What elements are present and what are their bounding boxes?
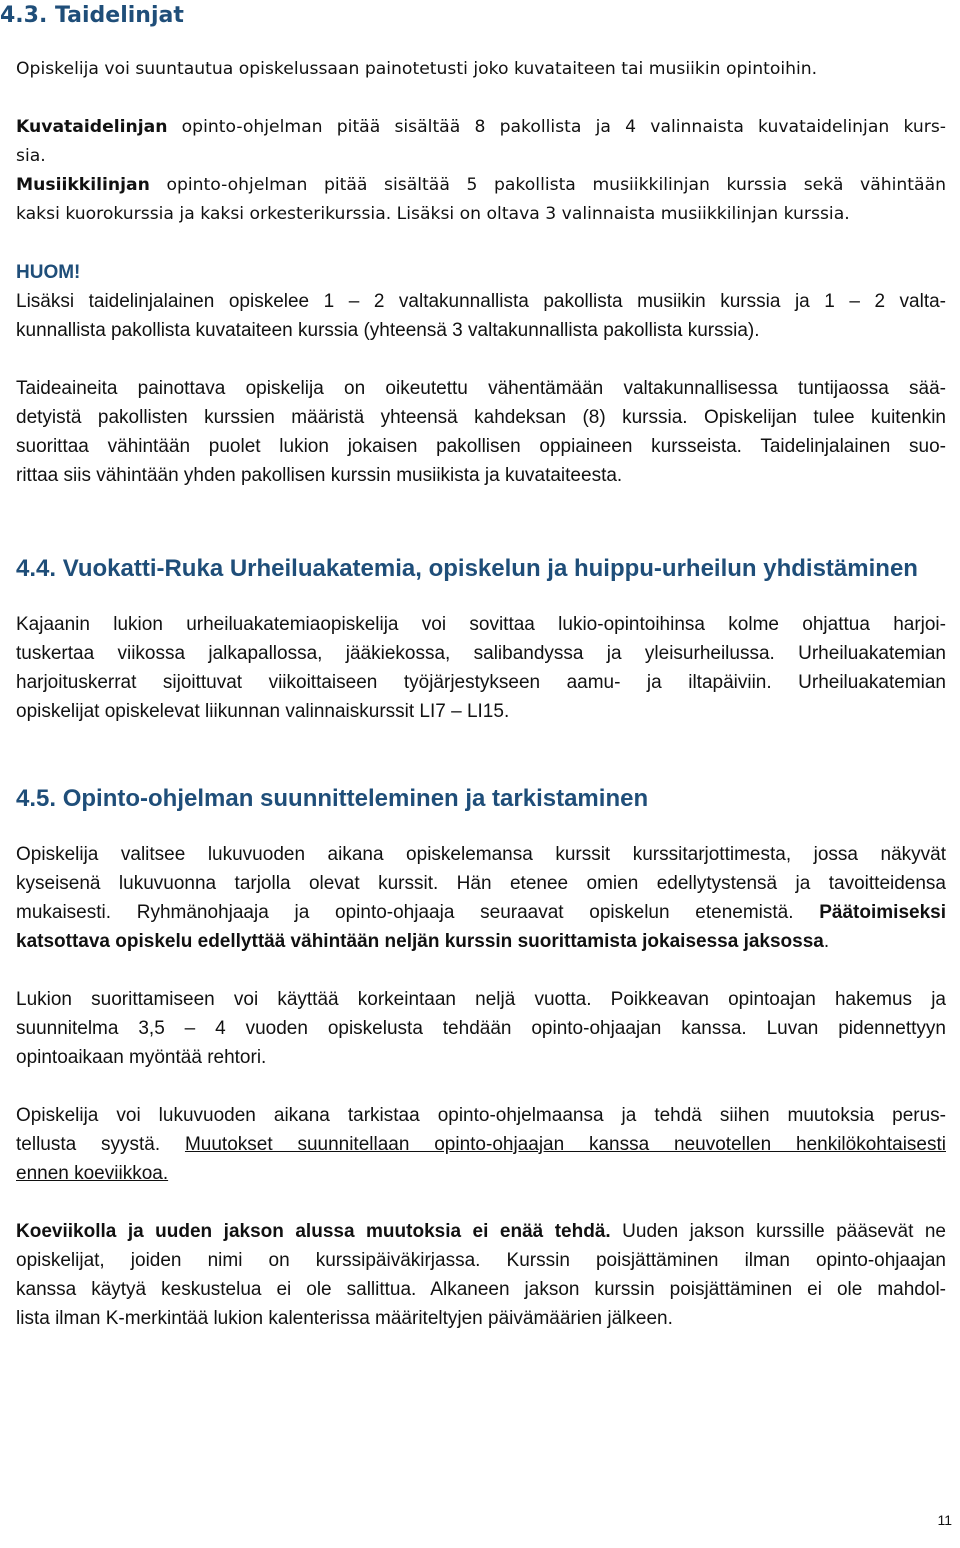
paragraph-study-plan-line1: Opiskelija valitsee lukuvuoden aikana opiskelemansa kurssit kurssitarjottimesta, jossa näkyvät [16, 844, 946, 865]
paragraph-exam-week-line4: lista ilman K-merkintää lukion kalenterissa määriteltyjen päivämäärien jälkeen. [16, 1308, 673, 1329]
paragraph-arts-reduction-line1: Taideaineita painottava opiskelija on oikeutettu vähentämään valtakunnallisessa tuntijaossa sää- [16, 378, 946, 399]
paragraph-note-line2: kunnallista pakollista kuvataiteen kurssia (yhteensä 3 valtakunnallista pakollista kurssia). [16, 320, 760, 341]
paragraph-study-plan-line4: katsottava opiskelu edellyttää vähintään neljän kurssin suorittamista jokaisessa jaksossa. [16, 931, 830, 952]
paragraph-music-line2: kaksi kuorokurssia ja kaksi orkesterikurssia. Lisäksi on oltava 3 valinnaista musiikkilinjan kurssia. [16, 204, 850, 224]
section-heading-4-3: 4.3. Taidelinjat [0, 3, 184, 28]
section-heading-4-5: 4.5. Opinto-ohjelman suunnitteleminen ja tarkistaminen [16, 785, 649, 812]
paragraph-duration-line1: Lukion suorittamiseen voi käyttää korkeintaan neljä vuotta. Poikkeavan opintoajan hakemus ja [16, 989, 946, 1010]
paragraph-music-line1: Musiikkilinjan opinto-ohjelman pitää sisältää 5 pakollista musiikkilinjan kurssia sekä vähintään [16, 175, 946, 195]
note-label-huom: HUOM! [16, 262, 81, 283]
paragraph-arts-reduction-line3: suorittaa vähintään puolet lukion jokaisen pakollisen oppiaineen kursseista. Taidelinjalainen suo- [16, 436, 946, 457]
paragraph-changes-line3: ennen koeviikkoa. [16, 1163, 169, 1184]
section-heading-4-4: 4.4. Vuokatti-Ruka Urheiluakatemia, opiskelun ja huippu-urheilun yhdistäminen [16, 555, 918, 582]
paragraph-sports-academy-line4: opiskelijat opiskelevat liikunnan valinnaiskurssit LI7 – LI15. [16, 701, 510, 722]
paragraph-exam-week-line1: Koeviikolla ja uuden jakson alussa muutoksia ei enää tehdä. Uuden jakson kurssille pääsevät ne [16, 1221, 946, 1242]
paragraph-sports-academy-line2: tuskertaa viikossa jalkapallossa, jääkiekossa, salibandyssa ja yleisurheilussa. Urheiluakatemian [16, 643, 946, 664]
paragraph-note-line1: Lisäksi taidelinjalainen opiskelee 1 – 2 valtakunnallista pakollista musiikin kurssia ja 1 – 2 valta- [16, 291, 946, 312]
paragraph-exam-week-line3: kanssa käytyä keskustelua ei ole sallittua. Alkaneen jakson kurssin poisjättäminen ei ole mahdol- [16, 1279, 946, 1300]
paragraph-visual-arts-line2: sia. [16, 146, 46, 166]
paragraph-art-lines-intro: Opiskelija voi suuntautua opiskelussaan painotetusti joko kuvataiteen tai musiikin opintoihin. [16, 59, 818, 79]
paragraph-arts-reduction-line2: detyistä pakollisten kurssien määristä yhteensä kahdeksan (8) kurssia. Opiskelijan tulee kuitenkin [16, 407, 946, 428]
paragraph-study-plan-line3: mukaisesti. Ryhmänohjaaja ja opinto-ohjaaja seuraavat opiskelun etenemistä. Päätoimiseksi [16, 902, 946, 923]
paragraph-study-plan-line2: kyseisenä lukuvuonna tarjolla olevat kurssit. Hän etenee omien edellytystensä ja tavoitteidensa [16, 873, 946, 894]
page-number: 11 [937, 1512, 952, 1528]
paragraph-changes-line1: Opiskelija voi lukuvuoden aikana tarkistaa opinto-ohjelmaansa ja tehdä siihen muutoksia perus- [16, 1105, 946, 1126]
paragraph-duration-line3: opintoaikaan myöntää rehtori. [16, 1047, 267, 1068]
paragraph-sports-academy-line1: Kajaanin lukion urheiluakatemiaopiskelija voi sovittaa lukio-opintoihinsa kolme ohjattua harjoi- [16, 614, 946, 635]
paragraph-visual-arts-line1: Kuvataidelinjan opinto-ohjelman pitää sisältää 8 pakollista ja 4 valinnaista kuvataidelinjan kurs- [16, 117, 946, 137]
paragraph-changes-line2: tellusta syystä. Muutokset suunnitellaan opinto-ohjaajan kanssa neuvotellen henkilökohtaisesti [16, 1134, 946, 1155]
paragraph-arts-reduction-line4: rittaa siis vähintään yhden pakollisen kurssin musiikista ja kuvataiteesta. [16, 465, 623, 486]
paragraph-exam-week-line2: opiskelijat, joiden nimi on kurssipäiväkirjassa. Kurssin poisjättäminen ilman opinto-ohjaajan [16, 1250, 946, 1271]
paragraph-sports-academy-line3: harjoituskerrat sijoittuvat viikoittaiseen työjärjestykseen aamu- ja iltapäiviin. Urheiluakatemian [16, 672, 946, 693]
paragraph-duration-line2: suunnitelma 3,5 – 4 vuoden opiskelusta tehdään opinto-ohjaajan kanssa. Luvan pidennettyyn [16, 1018, 946, 1039]
